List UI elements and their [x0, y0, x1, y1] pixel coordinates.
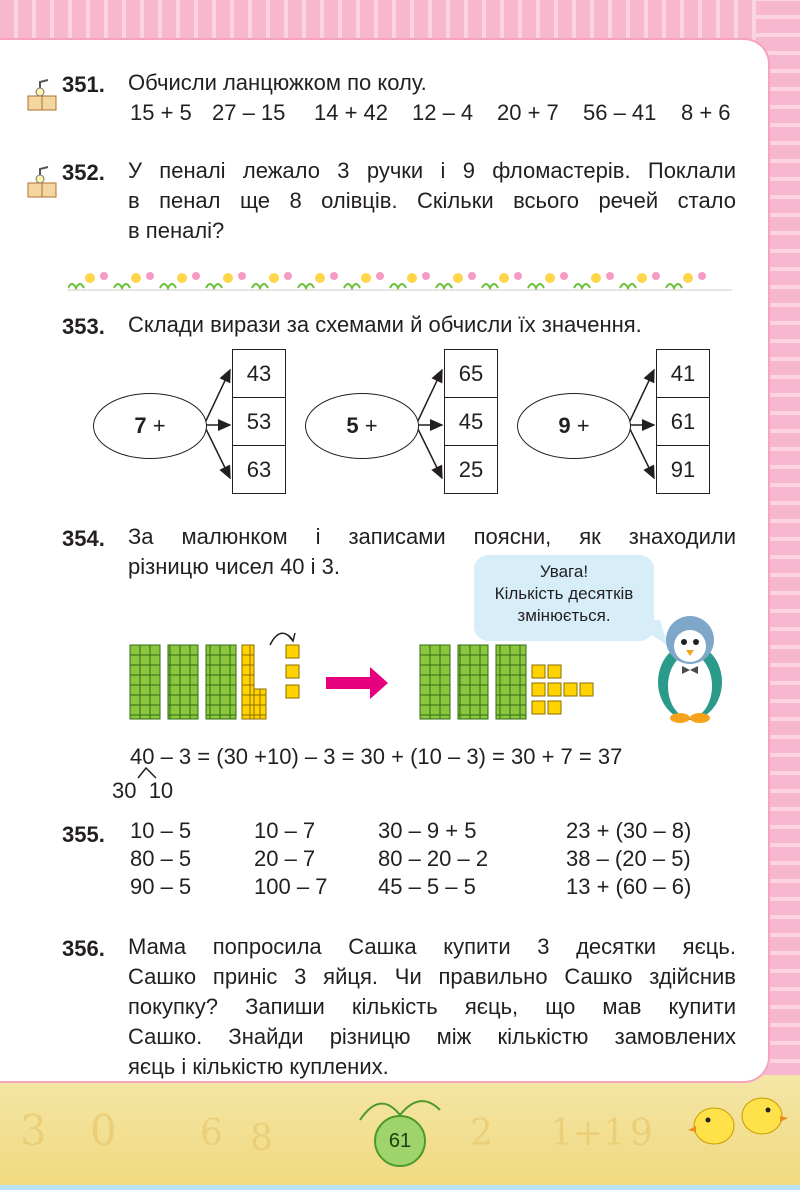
value-cell: 41	[657, 350, 709, 398]
expression: 12 – 4	[412, 100, 474, 125]
scheme-operator-ellipse	[305, 393, 419, 459]
expression: 45 – 5 – 5	[378, 874, 476, 899]
svg-text:3: 3	[20, 1106, 47, 1155]
expression: 20 – 7	[254, 846, 316, 871]
expression: 27 – 15	[212, 100, 286, 125]
value-cell: 45	[445, 398, 497, 446]
equation: 40 – 3 = (30 +10) – 3 = 30 + (10 – 3) = 30 + 7 = 37	[130, 744, 623, 769]
expression: 30 – 9 + 5	[378, 818, 477, 843]
task-356-number: 356.	[62, 936, 105, 961]
expression: 10 – 5	[130, 818, 192, 843]
value-cell: 25	[458, 456, 484, 482]
task-351-number: 351.	[62, 72, 105, 97]
operator-sign: +	[152, 413, 166, 438]
scheme-operator-ellipse	[93, 393, 207, 459]
operator-number: 7	[134, 413, 147, 438]
operator-sign: +	[576, 413, 590, 438]
expression: 100 – 7	[254, 874, 328, 899]
bubble-line: Увага!	[539, 562, 589, 581]
operator-number: 9	[558, 413, 571, 438]
task-356-line: Сашко приніс 3 яйця. Чи правильно Сашко здійснив	[128, 964, 736, 989]
expression: 23 + (30 – 8)	[566, 818, 692, 843]
svg-text:6: 6	[200, 1113, 223, 1154]
scheme-operator-ellipse	[517, 393, 631, 459]
svg-text:0: 0	[90, 1106, 117, 1155]
book-lamp-icon	[26, 165, 60, 199]
expression: 80 – 20 – 2	[378, 846, 489, 871]
place-value-blocks	[120, 625, 600, 725]
value-cell: 61	[657, 398, 709, 446]
book-lamp-icon	[26, 78, 60, 112]
expression: 56 – 41	[583, 100, 657, 125]
value-cell: 53	[233, 398, 285, 446]
value-cell: 43	[233, 350, 285, 398]
expression: 15 + 5	[130, 100, 192, 125]
task-352-line: в пенал ще 8 олівців. Скільки всього речей стало	[128, 188, 736, 213]
task-355-number: 355.	[62, 822, 105, 847]
operator-number: 5	[346, 413, 359, 438]
task-352-line: в пеналі?	[128, 218, 225, 243]
task-353-text: Склади вирази за схемами й обчисли їх значення.	[128, 312, 642, 337]
task-352-line: У пеналі лежало 3 ручки і 9 фломастерів. Поклали	[128, 158, 736, 183]
svg-text:2: 2	[470, 1113, 493, 1154]
value-cell: 65	[445, 350, 497, 398]
expression: 8 + 6	[681, 100, 731, 125]
task-354-line: За малюнком і записами поясни, як знаходили	[128, 524, 736, 549]
task-351-text: Обчисли ланцюжком по колу.	[128, 70, 427, 95]
penguin-icon	[652, 612, 728, 724]
svg-text:9: 9	[630, 1113, 653, 1154]
task-352-number: 352.	[62, 160, 105, 185]
task-356-line: покупку? Запиши кількість яєць, що мав купити	[128, 994, 736, 1019]
task-353-number: 353.	[62, 314, 105, 339]
task-356-line: Мама попросила Сашка купити 3 десятки яєць.	[128, 934, 736, 959]
expression: 90 – 5	[130, 874, 192, 899]
operator-sign: +	[364, 413, 378, 438]
task-356-line: яєць і кількістю куплених.	[128, 1054, 389, 1079]
expression: 80 – 5	[130, 846, 192, 871]
chicks-icon	[684, 1088, 794, 1158]
expression: 14 + 42	[314, 100, 389, 125]
scheme-values-column	[656, 349, 710, 494]
value-cell: 63	[246, 456, 272, 482]
number-split: 30 10	[112, 778, 174, 803]
scheme-values-column	[444, 349, 498, 494]
scheme-values-column	[232, 349, 286, 494]
svg-text:1+1: 1+1	[550, 1113, 626, 1154]
svg-text:8: 8	[250, 1118, 273, 1159]
flower-strip-decor	[68, 266, 732, 292]
bubble-line: змінюється.	[517, 606, 611, 625]
expression: 10 – 7	[254, 818, 316, 843]
task-354-line: різницю чисел 40 і 3.	[128, 554, 340, 579]
task-354-number: 354.	[62, 526, 105, 551]
expression: 13 + (60 – 6)	[566, 874, 692, 899]
page-number: 61	[374, 1115, 426, 1167]
value-cell: 91	[670, 456, 696, 482]
expression: 38 – (20 – 5)	[566, 846, 691, 871]
expression: 20 + 7	[497, 100, 559, 125]
bubble-line: Кількість десятків	[494, 584, 634, 603]
task-356-line: Сашко. Знайди різницю між кількістю замовлених	[128, 1024, 736, 1049]
